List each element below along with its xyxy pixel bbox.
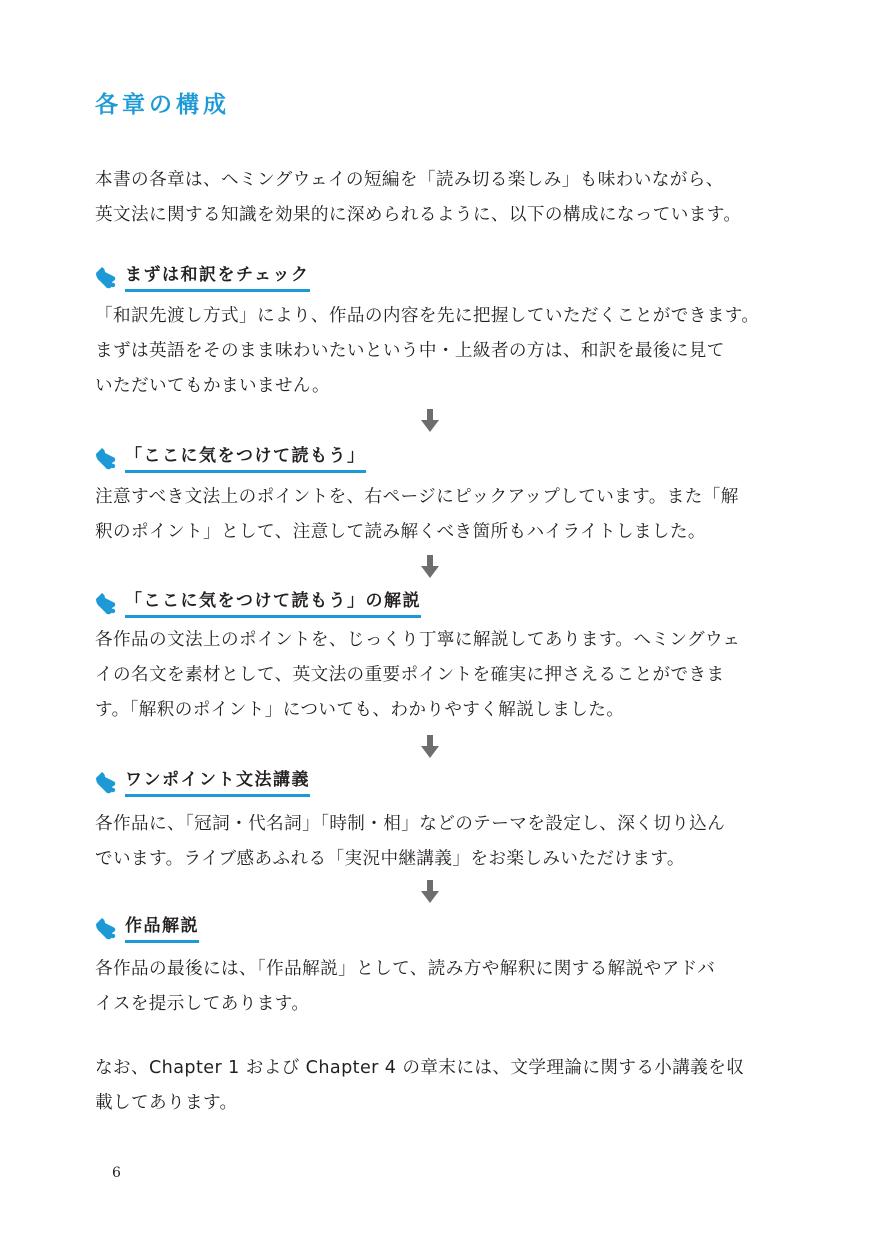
hand-pointer-icon — [93, 445, 121, 473]
body-line: 「和訳先渡し方式」により、作品の内容を先に把握していただくことができます。 — [95, 306, 760, 326]
body-line: イの名文を素材として、英文法の重要ポイントを確実に押さえることができま — [95, 665, 725, 685]
body-line: 注意すべき文法上のポイントを、右ページにピックアップしています。また「解 — [95, 487, 739, 507]
body-line: 各作品の最後には、「作品解説」として、読み方や解釈に関する解説やアドバ — [95, 959, 716, 979]
body-line: 各作品に、「冠詞・代名詞」「時制・相」などのテーマを設定し、深く切り込ん — [95, 814, 726, 834]
section-heading-kokoni — [93, 442, 366, 476]
section-heading-sakuhin — [93, 912, 199, 946]
closing-line: 載してあります。 — [95, 1093, 238, 1113]
body-line: まずは英語をそのまま味わいたいという中・上級者の方は、和訳を最後に見て — [95, 341, 725, 361]
section-heading-kaisetsu — [93, 587, 421, 621]
body-line: す。「解釈のポイント」についても、わかりやすく解説しました。 — [95, 700, 625, 720]
body-line: でいます。ライブ感あふれる「実況中継講義」をお楽しみいただけます。 — [95, 849, 685, 869]
body-line: 各作品の文法上のポイントを、じっくり丁寧に解説してあります。ヘミングウェ — [95, 630, 741, 650]
body-line: 釈のポイント」として、注意して読み解くべき箇所もハイライトしました。 — [95, 522, 706, 542]
hand-pointer-icon — [93, 769, 121, 797]
section-heading-label: 作品解説 — [125, 915, 199, 943]
section-heading-onepoint — [93, 766, 310, 800]
intro-line: 英文法に関する知識を効果的に深められるように、以下の構成になっています。 — [95, 205, 742, 225]
section-body-sakuhin — [95, 952, 785, 1022]
section-heading-label: 「ここに気をつけて読もう」の解説 — [125, 590, 421, 618]
arrow-down-icon — [420, 555, 440, 579]
section-heading-label: まずは和訳をチェック — [125, 264, 310, 292]
body-line: いただいてもかまいません。 — [95, 376, 330, 396]
body-line: イスを提示してあります。 — [95, 994, 310, 1014]
section-heading-wayaku — [93, 261, 310, 295]
hand-pointer-icon — [93, 915, 121, 943]
arrow-down-icon — [420, 735, 440, 759]
arrow-down-icon — [420, 409, 440, 433]
section-body-kokoni — [95, 480, 785, 550]
section-heading-label: ワンポイント文法講義 — [125, 769, 310, 797]
intro-paragraph — [95, 163, 785, 233]
section-body-wayaku — [95, 299, 785, 404]
hand-pointer-icon — [93, 264, 121, 292]
hand-pointer-icon — [93, 590, 121, 618]
page-title: 各章の構成 — [95, 92, 230, 118]
section-heading-label: 「ここに気をつけて読もう」 — [125, 445, 366, 473]
section-body-onepoint — [95, 807, 785, 877]
page-number: 6 — [112, 1165, 121, 1181]
closing-paragraph — [95, 1051, 785, 1121]
closing-line: なお、Chapter 1 および Chapter 4 の章末には、文学理論に関する小講義を収 — [95, 1058, 745, 1078]
intro-line: 本書の各章は、ヘミングウェイの短編を「読み切る楽しみ」も味わいながら、 — [95, 170, 724, 190]
arrow-down-icon — [420, 880, 440, 904]
section-body-kaisetsu — [95, 623, 785, 728]
